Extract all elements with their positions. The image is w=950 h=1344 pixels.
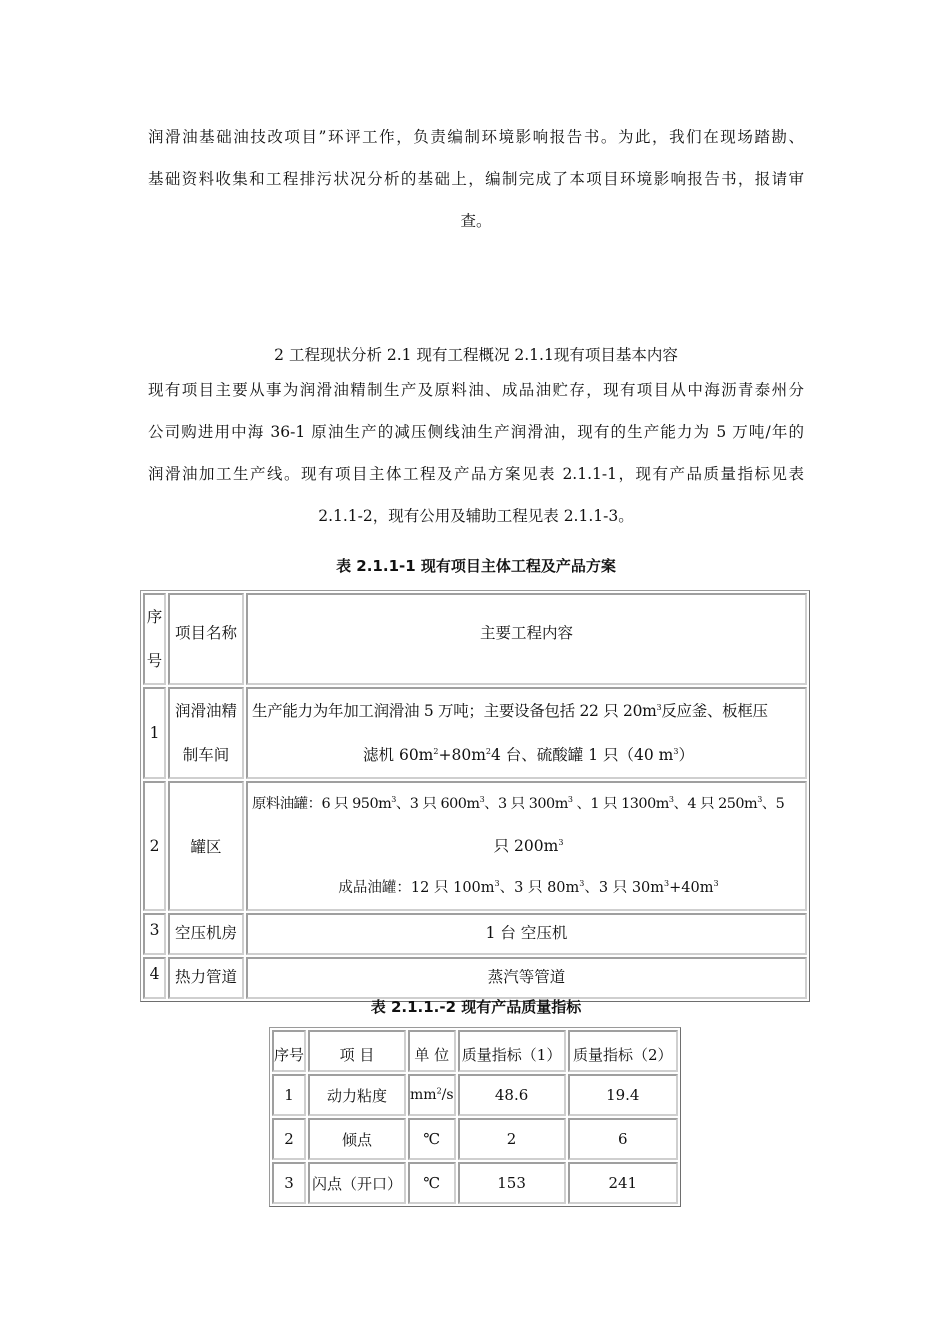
cell-value-1: 48.6 [458,1074,566,1116]
cell-value-1: 153 [458,1162,566,1204]
cell-value-2: 241 [568,1162,678,1204]
table-row [143,957,807,999]
header-cell: 质量指标（2） [568,1030,678,1072]
header-cell: 质量指标（1） [458,1030,566,1072]
table2-caption: 表 2.1.1.-2 现有产品质量指标 [370,998,582,1016]
cell-value-2: 19.4 [568,1074,678,1116]
section-line: 润滑油加工生产线。现有项目主体工程及产品方案见表 2.1.1-1，现有产品质量指标见表 [148,465,804,483]
row-content: 1 台 空压机 [246,913,807,955]
cell-seq: 2 [272,1118,306,1160]
row-seq: 3 [143,913,166,955]
cell-seq: 3 [272,1162,306,1204]
header-cell: 序号 [272,1030,306,1072]
cell-item: 闪点（开口） [308,1162,406,1204]
row-name: 空压机房 [168,913,244,955]
project-table [140,590,810,1002]
row-name-line: 制车间 [182,746,230,764]
row-name: 热力管道 [168,957,244,999]
row-content [246,781,807,911]
table-row [272,1118,678,1160]
header-name: 项目名称 [168,593,244,685]
section-line: 现有项目主要从事为润滑油精制生产及原料油、成品油贮存，现有项目从中海沥青泰州分 [148,381,804,399]
table-row [143,781,807,911]
section-paragraph [148,369,804,537]
row-content-line: 滤机 $60m^2+80m^24$ 台、硫酸罐 1 只（40 $m^3$） [363,746,694,764]
row-content [246,687,807,779]
header-content: 主要工程内容 [246,593,807,685]
header-seq-b: 号 [146,652,163,670]
header-seq [143,593,166,685]
table-header-row [143,593,807,685]
intro-paragraph [148,116,804,242]
table-header-row [272,1030,678,1072]
table-row [272,1074,678,1116]
row-content-line: 生产能力为年加工润滑油 5 万吨；主要设备包括 22 只 $20m^3$反应釜、板框压 [252,702,768,720]
row-content: 蒸汽等管道 [246,957,807,999]
row-seq: 4 [143,957,166,999]
table-row [143,913,807,955]
row-name: 罐区 [168,781,244,911]
row-content-line: 成品油罐：12 只 $100m^3$、3 只 $80m^3$、3 只 $30m^3+40m^3$ [338,879,719,896]
intro-line: 润滑油基础油技改项目”环评工作，负责编制环境影响报告书。为此，我们在现场踏勘、 [148,128,804,146]
row-content-line: 只 $200m^3$ [493,837,564,855]
row-seq: 1 [143,687,166,779]
section-line: 2.1.1-2，现有公用及辅助工程见表 2.1.1-3。 [318,507,634,525]
quality-table [269,1027,681,1207]
table-row [143,687,807,779]
cell-unit: ℃ [408,1162,456,1204]
intro-line: 基础资料收集和工程排污状况分析的基础上，编制完成了本项目环境影响报告书，报请审 [148,170,804,188]
header-cell: 项 目 [308,1030,406,1072]
header-seq-a: 序 [146,608,163,626]
cell-item: 动力粘度 [308,1074,406,1116]
table1-caption: 表 2.1.1-1 现有项目主体工程及产品方案 [336,557,616,575]
section-line: 公司购进用中海 36-1 原油生产的减压侧线油生产润滑油，现有的生产能力为 5 万吨/年的 [148,423,804,441]
row-content-line: 原料油罐：6 只 $950m^3$、3 只 $600m^3$、3 只 $300m^3$ 、1 只 $1300m^3$、4 只 $250m^3$、5 [252,795,785,812]
cell-value-1: 2 [458,1118,566,1160]
section-heading: 2 工程现状分析 2.1 现有工程概况 2.1.1现有项目基本内容 [274,346,678,364]
cell-value-2: 6 [568,1118,678,1160]
cell-seq: 1 [272,1074,306,1116]
row-name-line: 润滑油精 [174,702,237,720]
row-name [168,687,244,779]
intro-line: 查。 [460,212,492,230]
cell-unit: ℃ [408,1118,456,1160]
cell-item: 倾点 [308,1118,406,1160]
header-cell: 单 位 [408,1030,456,1072]
table-row [272,1162,678,1204]
cell-unit: $mm^2/s$ [408,1074,456,1116]
row-seq: 2 [143,781,166,911]
